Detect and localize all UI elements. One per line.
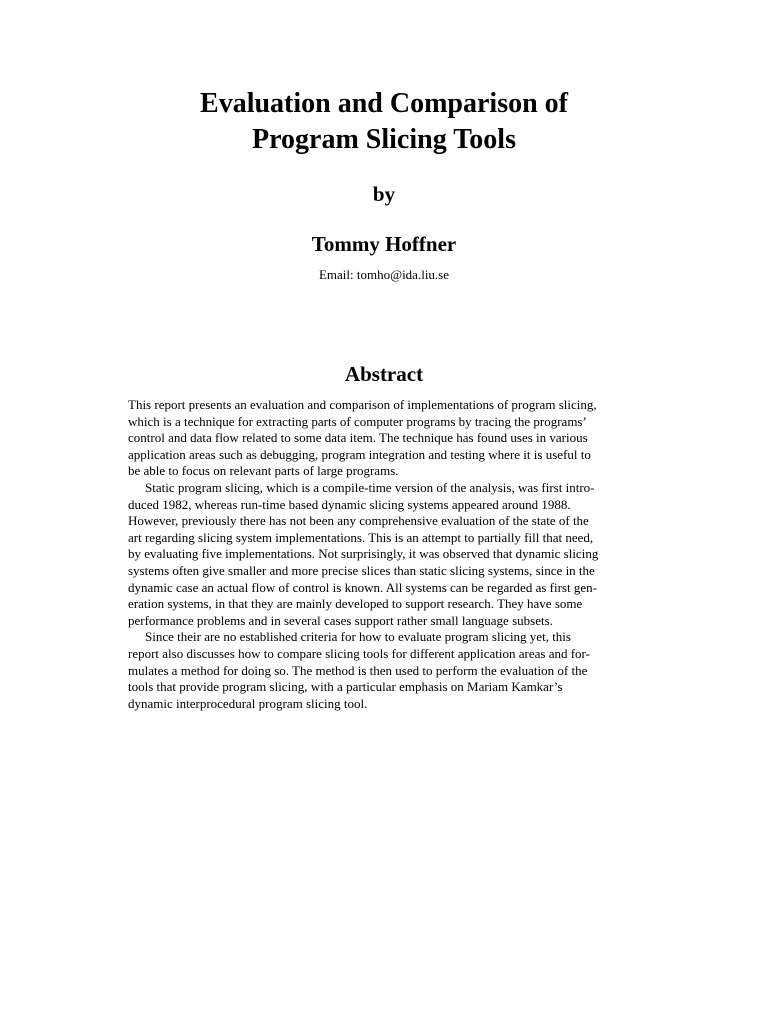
abstract-line-7: duced 1982, whereas run-time based dynamic slicing systems appeared around 1988. bbox=[128, 496, 571, 512]
paper-title-line-1: Evaluation and Comparison of bbox=[200, 88, 568, 119]
abstract-line-3: control and data flow related to some data item. The technique has found uses in various bbox=[128, 430, 588, 446]
abstract-body bbox=[128, 397, 642, 712]
abstract-line-19: dynamic interprocedural program slicing tool. bbox=[128, 695, 368, 711]
abstract-line-1: This report presents an evaluation and comparison of implementations of program slicing, bbox=[128, 397, 597, 412]
paper-title bbox=[0, 86, 768, 158]
abstract-line-10: by evaluating five implementations. Not surprisingly, it was observed that dynamic slicing bbox=[128, 546, 599, 562]
abstract-line-8: However, previously there has not been any comprehensive evaluation of the state of the bbox=[128, 513, 589, 529]
abstract-line-12: dynamic case an actual flow of control is known. All systems can be regarded as first gen- bbox=[128, 579, 597, 595]
abstract-heading: Abstract bbox=[344, 362, 424, 386]
abstract-line-9: art regarding slicing system implementations. This is an attempt to partially fill that need, bbox=[128, 529, 594, 545]
abstract-line-13: eration systems, in that they are mainly developed to support research. They have some bbox=[128, 596, 583, 612]
author-name: Tommy Hoffner bbox=[311, 232, 457, 256]
by-label: by bbox=[372, 182, 396, 206]
abstract-line-4: application areas such as debugging, program integration and testing where it is useful to bbox=[128, 446, 591, 462]
abstract-line-14: performance problems and in several cases support rather small language subsets. bbox=[128, 612, 553, 628]
abstract-line-18: tools that provide program slicing, with a particular emphasis on Mariam Kamkar’s bbox=[128, 679, 563, 695]
abstract-line-2: which is a technique for extracting parts of computer programs by tracing the programs’ bbox=[128, 413, 587, 429]
abstract-line-16: report also discusses how to compare slicing tools for different application areas and for- bbox=[128, 645, 590, 661]
abstract-line-11: systems often give smaller and more precise slices than static slicing systems, since in the bbox=[128, 562, 595, 578]
abstract-line-15: Since their are no established criteria for how to evaluate program slicing yet, this bbox=[145, 629, 571, 645]
abstract-line-5: be able to focus on relevant parts of large programs. bbox=[128, 463, 399, 479]
author-email: Email: tomho@ida.liu.se bbox=[318, 267, 450, 282]
abstract-line-17: mulates a method for doing so. The method is then used to perform the evaluation of the bbox=[128, 662, 588, 678]
paper-title-line-2: Program Slicing Tools bbox=[252, 124, 516, 155]
abstract-line-6: Static program slicing, which is a compile-time version of the analysis, was first intro- bbox=[145, 479, 595, 495]
